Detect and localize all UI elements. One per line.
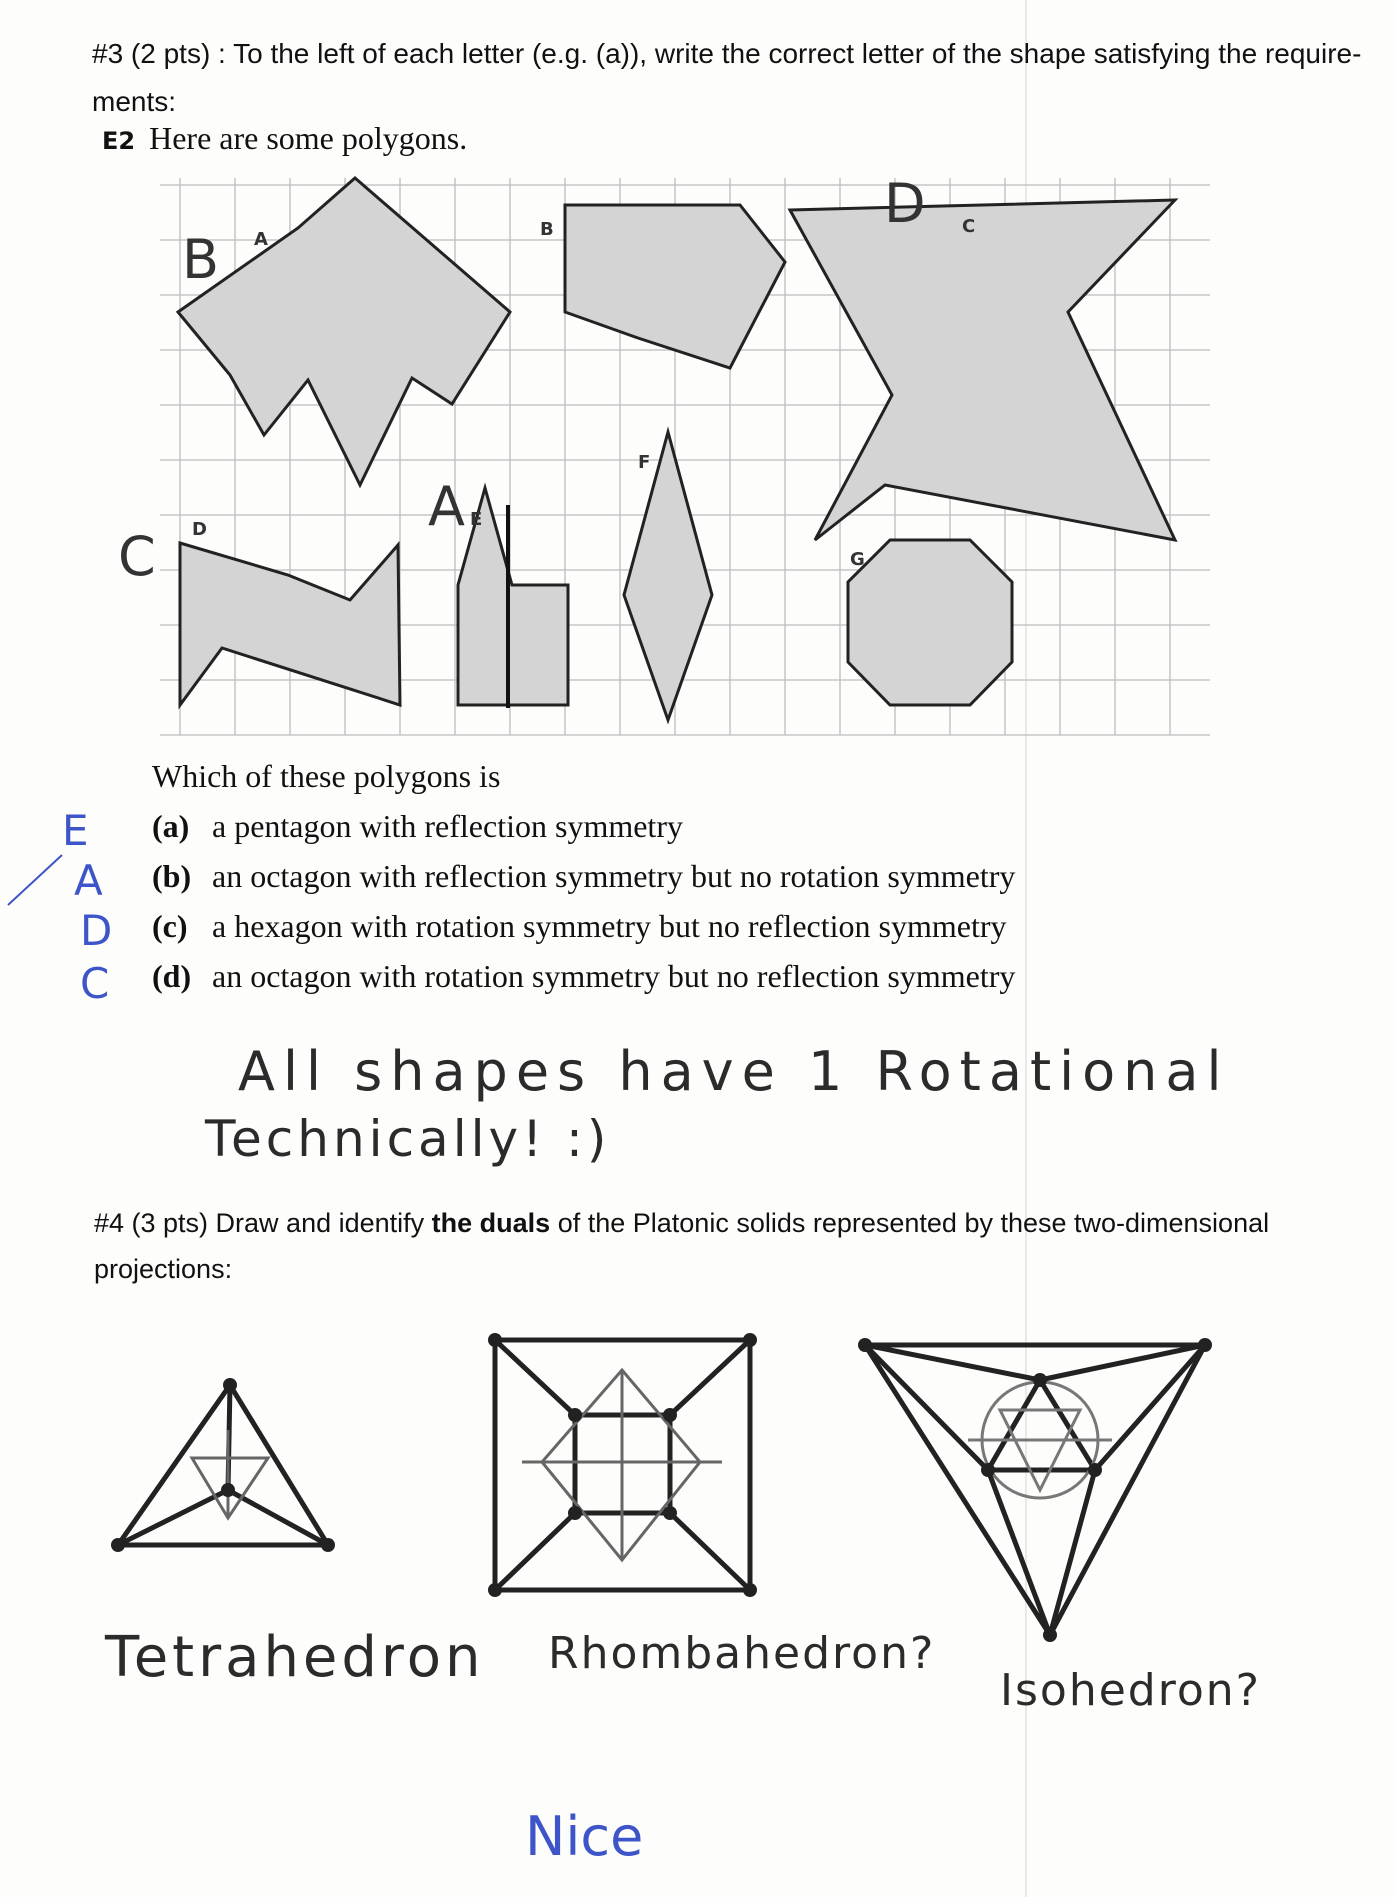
option-c-text: a hexagon with rotation symmetry but no reflection symmetry xyxy=(212,908,1007,944)
vertex-dot xyxy=(111,1538,125,1552)
option-a-text: a pentagon with reflection symmetry xyxy=(212,808,683,844)
vertex-dot xyxy=(321,1538,335,1552)
dual-answer-2: Rhombahedron? xyxy=(548,1628,936,1679)
shape-label-b: B xyxy=(540,219,554,240)
answer-d: C xyxy=(80,959,110,1008)
vertex-dot xyxy=(221,1483,235,1497)
shape-label-c: C xyxy=(962,216,976,237)
shape-label-e: E xyxy=(470,509,483,530)
question-prompt: Which of these polygons is xyxy=(152,758,501,794)
handwritten-note-line-1: All shapes have 1 Rotational xyxy=(238,1040,1230,1103)
handwritten-mark-b: B xyxy=(182,228,220,291)
vertex-dot xyxy=(1198,1338,1212,1352)
vertex-dot xyxy=(223,1378,237,1392)
q4-instruction-bold: the duals xyxy=(431,1208,551,1238)
handwritten-mark-c: C xyxy=(118,525,156,588)
option-a-label: (a) xyxy=(152,808,190,844)
option-c-label: (c) xyxy=(152,908,188,944)
dual-answer-3: Isohedron? xyxy=(1000,1665,1261,1716)
vertex-dot xyxy=(488,1333,502,1347)
vertex-dot xyxy=(488,1583,502,1597)
option-d-text: an octagon with rotation symmetry but no reflection symmetry xyxy=(212,958,1016,994)
vertex-dot xyxy=(981,1463,995,1477)
vertex-dot xyxy=(568,1408,582,1422)
q4-instruction-pre: #4 (3 pts) Draw and identify xyxy=(94,1208,432,1238)
option-b-label: (b) xyxy=(152,858,192,894)
handwritten-mark-d: D xyxy=(884,172,926,235)
exercise-tag: E2 xyxy=(102,127,136,155)
vertex-dot xyxy=(663,1408,677,1422)
handwritten-note-line-2: Technically! :) xyxy=(205,1110,611,1168)
option-b-text: an octagon with reflection symmetry but no rotation symmetry xyxy=(212,858,1016,894)
option-d-label: (d) xyxy=(152,958,192,994)
dual-answer-1: Tetrahedron xyxy=(105,1625,485,1690)
exercise-text: Here are some polygons. xyxy=(149,120,468,156)
vertex-dot xyxy=(743,1583,757,1597)
vertex-dot xyxy=(1043,1628,1057,1642)
shape-label-g: G xyxy=(850,549,865,570)
shape-label-a: A xyxy=(254,229,268,250)
answer-a: E xyxy=(62,806,89,855)
vertex-dot xyxy=(1088,1463,1102,1477)
q4-instruction-post: of the Platonic solids represented by these two-dimensional projections: xyxy=(94,1208,1270,1284)
answer-c: D xyxy=(80,906,113,955)
shape-label-f: F xyxy=(638,452,651,473)
vertex-dot xyxy=(858,1338,872,1352)
octahedron-projection xyxy=(865,1345,1205,1635)
grader-note: Nice xyxy=(525,1805,644,1868)
tetrahedron-projection xyxy=(118,1385,328,1545)
question-3-instruction: #3 (2 pts) : To the left of each letter (e.g. (a)), write the correct letter of the shape satisfying the require- ments: xyxy=(92,38,1362,117)
vertex-dot xyxy=(568,1506,582,1520)
shape-label-d: D xyxy=(192,519,207,540)
vertex-dot xyxy=(1033,1373,1047,1387)
vertex-dot xyxy=(743,1333,757,1347)
answer-b: A xyxy=(74,856,103,905)
vertex-dot xyxy=(663,1506,677,1520)
handwritten-mark-a: A xyxy=(428,475,465,538)
